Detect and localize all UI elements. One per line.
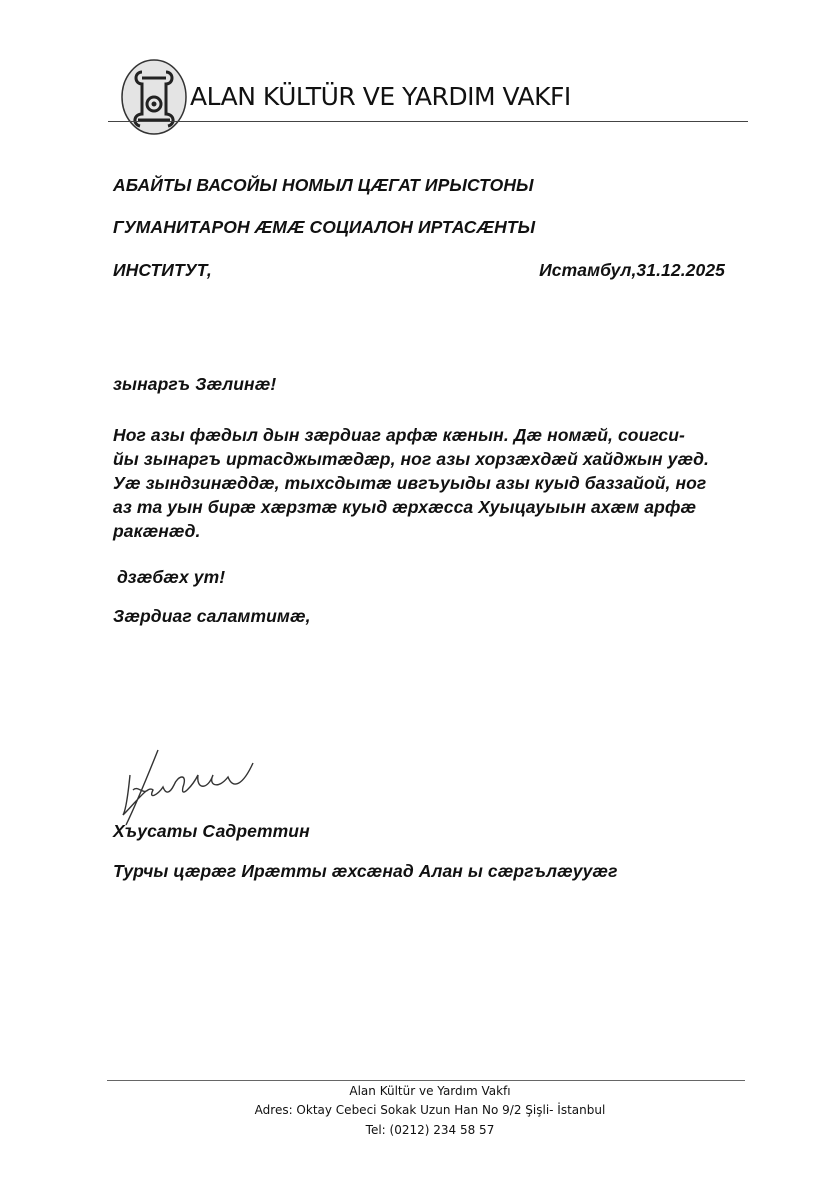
body-line: йы зынаргъ иртасджытæдæр, ног азы хорзæхдæй хайджын уæд. xyxy=(113,449,710,469)
foundation-logo-icon xyxy=(120,58,188,136)
recipient-line-3: ИНСТИТУТ, xyxy=(113,260,212,280)
footer-phone: Tel: (0212) 234 58 57 xyxy=(365,1123,495,1137)
body-line: аз та уын бирæ хæрзтæ куыд æрхæсса Хуыцауыын ахæм арфæ xyxy=(113,497,697,517)
header-divider xyxy=(108,121,748,122)
signer-title: Турчы цæрæг Ирæтты æхсæнад Алан ы сæргълæууæг xyxy=(113,861,618,881)
organization-title: ALAN KÜLTÜR VE YARDIM VAKFI xyxy=(190,82,571,111)
greeting: зынаргъ Зæлинæ! xyxy=(113,374,277,394)
wish: дзæбæх ут! xyxy=(117,567,226,587)
closing: Зæрдиаг саламтимæ, xyxy=(113,606,311,626)
signer-name: Хъусаты Садреттин xyxy=(113,821,310,841)
recipient-line-2: ГУМАНИТАРОН ÆМÆ СОЦИАЛОН ИРТАСÆНТЫ xyxy=(113,217,536,237)
body-line: Уæ зындзинæддæ, тыхсдытæ ивгъуыды азы куыд баззайой, ног xyxy=(113,473,707,493)
footer-divider xyxy=(107,1080,745,1081)
body-line: Ног азы фæдыл дын зæрдиаг арфæ кæнын. Дæ номæй, соигси- xyxy=(113,425,685,445)
footer-organization: Alan Kültür ve Yardım Vakfı xyxy=(349,1084,511,1098)
recipient-line-1: АБАЙТЫ ВАСОЙЫ НОМЫЛ ЦÆГАТ ИРЫСТОНЫ xyxy=(113,175,534,195)
footer-address: Adres: Oktay Cebeci Sokak Uzun Han No 9/2 Şişli- İstanbul xyxy=(254,1103,606,1117)
body-line: ракæнæд. xyxy=(113,521,201,541)
place-date: Истамбул,31.12.2025 xyxy=(539,260,725,280)
